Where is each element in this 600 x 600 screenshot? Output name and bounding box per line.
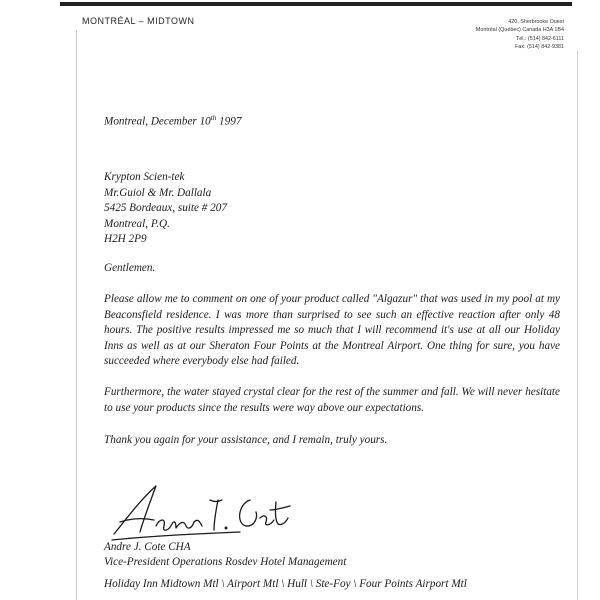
address-line: 420, Sherbrooke Ouest — [508, 19, 564, 25]
recipient-postal-code: H2H 2P9 — [104, 233, 147, 246]
letterhead-top-rule — [60, 2, 572, 6]
letter-date — [104, 114, 241, 128]
recipient-company: Krypton Scien-tek — [104, 171, 185, 183]
letterhead-left-rule — [76, 30, 77, 600]
recipient-address — [104, 170, 227, 248]
body-paragraph: Furthermore, the water stayed crystal clear for the rest of the summer and fall. We will never hesitate to use your products since the results were way above our expectations. — [104, 386, 560, 414]
phone-line: Tél.: (514) 842-6111 — [515, 35, 564, 42]
handwritten-signature — [110, 478, 300, 548]
signer-title: Vice-President Operations Rosdev Hotel Management — [104, 556, 347, 568]
date-year: 1997 — [216, 115, 242, 128]
signature-block — [104, 540, 346, 570]
recipient-names: Mr.Guiol & Mr. Dallala — [104, 186, 212, 199]
letterhead-address — [404, 18, 564, 52]
fax-line: Fax: (514) 842-9381 — [515, 44, 564, 51]
page-right-edge — [577, 50, 578, 600]
signer-name: Andre J. Cote CHA — [104, 541, 191, 553]
letterhead-location: MONTRÉAL – MIDTOWN — [82, 16, 195, 26]
address-line: Montréal (Québec) Canada H3A 1B4 — [475, 27, 564, 34]
hotel-list: Holiday Inn Midtown Mtl \ Airport Mtl \ Hull \ Ste-Foy \ Four Points Airport Mtl — [104, 578, 467, 590]
body-paragraph: Please allow me to comment on one of your product called "Algazur" that was used in my pool at my Beaconsfield residence. I was more than surprised to see such an effective reaction after only 48 hours. The positive results impressed me so much that I will recommend it's use at all our Holiday Inns as well as at our Sheraton Four Points at the Montreal Airport. One thing for sure, you have succeeded where everybody else had failed. — [104, 293, 560, 367]
closing-paragraph: Thank you again for your assistance, and I remain, truly yours. — [104, 434, 388, 446]
date-ordinal: th — [210, 114, 217, 122]
date-text: Montreal, December 10 — [104, 115, 211, 128]
salutation: Gentlemen. — [104, 262, 156, 274]
recipient-street: 5425 Bordeaux, suite # 207 — [104, 202, 227, 215]
recipient-city: Montreal, P.Q. — [104, 217, 170, 230]
